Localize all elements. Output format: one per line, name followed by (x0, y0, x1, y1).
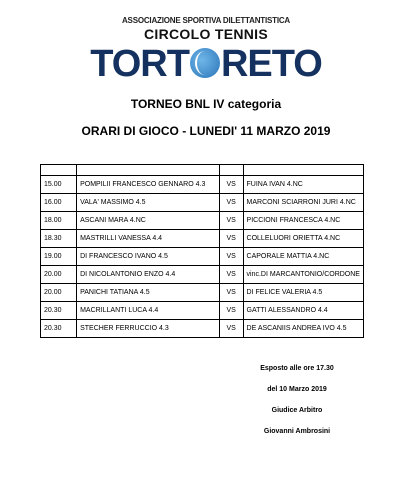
player1-cell: VALA' MASSIMO 4.5 (77, 194, 220, 212)
vs-cell: VS (219, 194, 243, 212)
schedule-title: ORARI DI GIOCO - LUNEDI' 11 MARZO 2019 (81, 124, 331, 138)
table-row (41, 230, 364, 248)
vs-cell: VS (219, 230, 243, 248)
posted-date: del 10 Marzo 2019 (267, 386, 327, 393)
vs-cell: VS (219, 320, 243, 338)
table-row (41, 266, 364, 284)
player1-cell: DI NICOLANTONIO ENZO 4.4 (77, 266, 220, 284)
logo-right-text: RETO (220, 43, 322, 85)
vs-cell: VS (219, 248, 243, 266)
player2-cell: vinc.DI MARCANTONIO/CORDONE (243, 266, 363, 284)
logo-left-text: TORT (90, 43, 189, 85)
match-time: 18.30 (41, 230, 77, 248)
player1-cell: POMPILII FRANCESCO GENNARO 4.3 (77, 176, 220, 194)
player2-cell: CAPORALE MATTIA 4.NC (243, 248, 363, 266)
table-header-row (41, 165, 364, 176)
player1-cell: PANICHI TATIANA 4.5 (77, 284, 220, 302)
table-row (41, 302, 364, 320)
player2-cell: DE ASCANIIS ANDREA IVO 4.5 (243, 320, 363, 338)
match-time: 20.00 (41, 266, 77, 284)
player1-cell: MACRILLANTI LUCA 4.4 (77, 302, 220, 320)
player2-cell: PICCIONI FRANCESCA 4.NC (243, 212, 363, 230)
match-time: 16.00 (41, 194, 77, 212)
club-name: CIRCOLO TENNIS (144, 26, 268, 42)
tournament-title: TORNEO BNL IV categoria (130, 97, 282, 111)
table-row (41, 194, 364, 212)
table-row (41, 248, 364, 266)
player1-cell: ASCANI MARA 4.NC (77, 212, 220, 230)
player2-cell: DI FELICE VALERIA 4.5 (243, 284, 363, 302)
player2-cell: MARCONI SCIARRONI JURI 4.NC (243, 194, 363, 212)
match-time: 15.00 (41, 176, 77, 194)
match-time: 20.30 (41, 320, 77, 338)
player2-cell: GATTI ALESSANDRO 4.4 (243, 302, 363, 320)
schedule-table (40, 164, 364, 338)
posted-time: Esposto alle ore 17.30 (260, 365, 334, 372)
match-time: 20.30 (41, 302, 77, 320)
player2-cell: COLLELUORI ORIETTA 4.NC (243, 230, 363, 248)
match-time: 19.00 (41, 248, 77, 266)
tennis-ball-icon (190, 48, 220, 78)
association-text: ASSOCIAZIONE SPORTIVA DILETTANTISTICA (121, 16, 290, 25)
table-row (41, 320, 364, 338)
referee-name: Giovanni Ambrosini (263, 428, 331, 435)
vs-cell: VS (219, 284, 243, 302)
table-row (41, 176, 364, 194)
player2-cell: FUINA IVAN 4.NC (243, 176, 363, 194)
club-logo (0, 0, 412, 95)
notes-block (238, 358, 356, 442)
vs-cell: VS (219, 212, 243, 230)
logo-wordmark (0, 44, 412, 84)
referee-role: Giudice Arbitro (271, 407, 323, 414)
match-time: 18.00 (41, 212, 77, 230)
vs-cell: VS (219, 266, 243, 284)
player1-cell: DI FRANCESCO IVANO 4.5 (77, 248, 220, 266)
table-row (41, 284, 364, 302)
player1-cell: MASTRILLI VANESSA 4.4 (77, 230, 220, 248)
player1-cell: STECHER FERRUCCIO 4.3 (77, 320, 220, 338)
vs-cell: VS (219, 302, 243, 320)
table-row (41, 212, 364, 230)
vs-cell: VS (219, 176, 243, 194)
match-time: 20.00 (41, 284, 77, 302)
